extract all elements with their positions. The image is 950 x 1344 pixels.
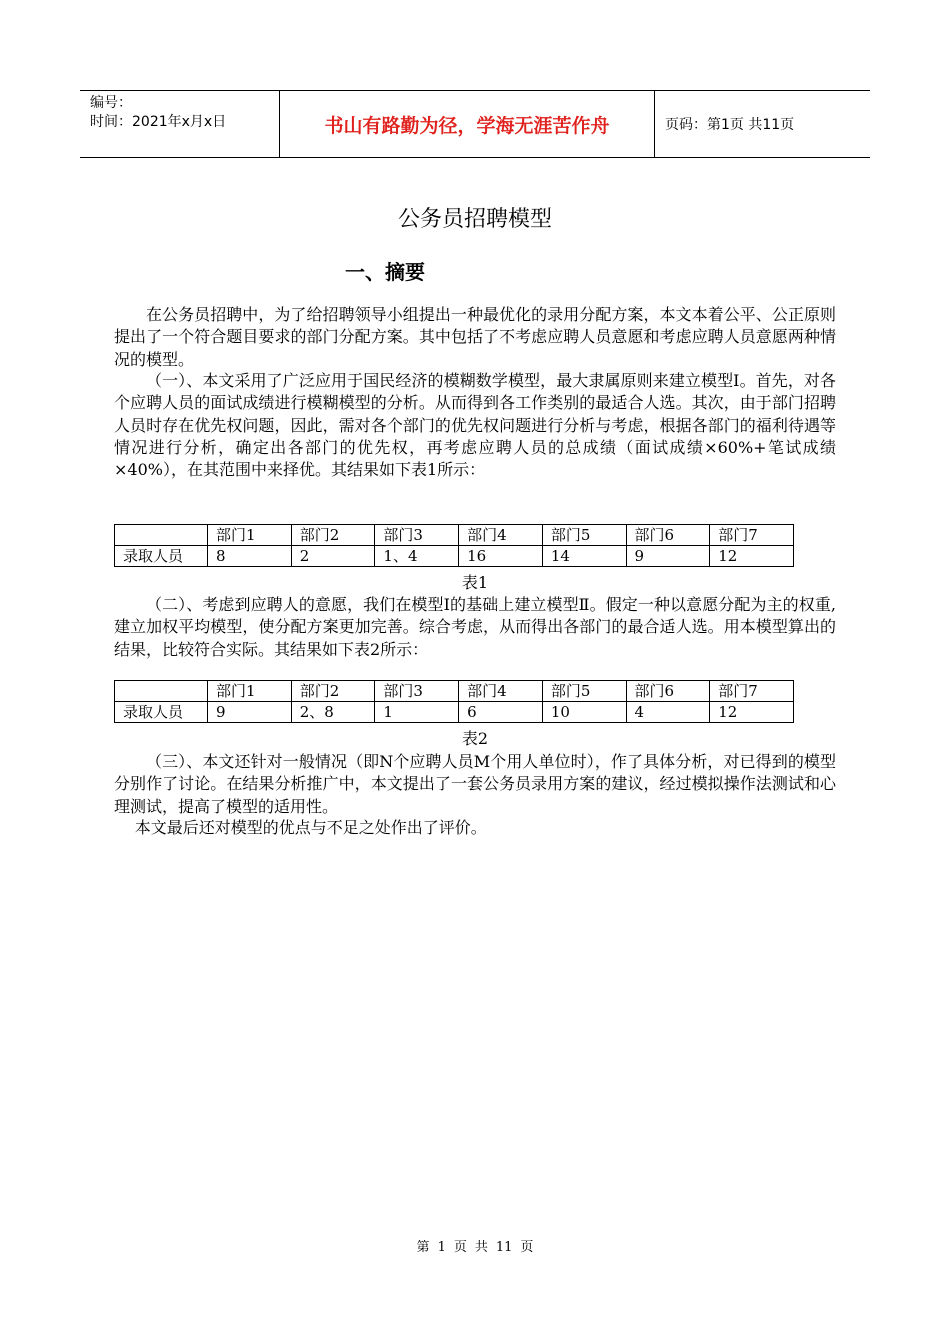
footer-part: 第 [416,1240,430,1255]
table-cell: 部门3 [375,681,459,702]
section-heading: 一、摘要 [345,260,425,284]
table-cell: 录取人员 [115,546,208,567]
header-meta [80,91,280,157]
paragraph-model-1: （一）、本文采用了广泛应用于国民经济的模糊数学模型，最大隶属原则来建立模型Ⅰ。首先，对各个应聘人员的面试成绩进行模糊模型的分析。从而得到各工作类别的最适合人选。其次，由于部门招聘人员时存在优先权问题，因此，需对各个部门的优先权问题进行分析与考虑，根据各部门的福利待遇等情况进行分析，确定出各部门的优先权，再考虑应聘人员的总成绩（面试成绩×60%+笔试成绩×40%），在其范围中来择优。其结果如下表1所示： [114,371,836,480]
paragraph-general-case: （三）、本文还针对一般情况（即N个应聘人员M个用人单位时），作了具体分析，对已得到的模型分别作了讨论。在结果分析推广中，本文提出了一套公务员录用方案的建议，经过模拟操作法测试和心理测试，提高了模型的适用性。 [114,752,836,816]
table-cell: 2 [291,546,375,567]
page-header [80,90,870,158]
table-cell: 9 [626,546,710,567]
table-cell: 部门5 [542,525,626,546]
table-cell: 部门4 [459,681,543,702]
footer-part: 共 [474,1240,488,1255]
header-date-label: 时间：2021年x月x日 [90,114,227,130]
table-cell: 部门7 [710,681,794,702]
table-cell: 部门1 [208,681,292,702]
table-cell: 部门2 [291,681,375,702]
footer-current-page: 1 [437,1240,446,1255]
table-cell: 4 [626,702,710,723]
header-page-info: 页码：第1页 共11页 [665,117,795,133]
paragraph-model-2: （二）、考虑到应聘人的意愿，我们在模型Ⅰ的基础上建立模型Ⅱ。假定一种以意愿分配为主的权重,建立加权平均模型，使分配方案更加完善。综合考虑，从而得出各部门的最合适人选。用本模型算出的结果，比较符合实际。其结果如下表2所示： [114,595,836,659]
header-motto: 书山有路勤为径，学海无涯苦作舟 [280,91,655,157]
table-cell [115,681,208,702]
table-1-data-row [115,546,794,567]
table-cell: 12 [710,546,794,567]
table-cell: 10 [542,702,626,723]
footer-part: 页 [520,1240,534,1255]
document-title: 公务员招聘模型 [397,207,552,232]
table-cell: 6 [459,702,543,723]
paragraph-intro: 在公务员招聘中，为了给招聘领导小组提出一种最优化的录用分配方案，本文本着公平、公正原则提出了一个符合题目要求的部门分配方案。其中包括了不考虑应聘人员意愿和考虑应聘人员意愿两种情况的模型。 [114,305,836,369]
table-cell: 部门4 [459,525,543,546]
table-cell: 部门6 [626,525,710,546]
page-footer [0,1236,950,1255]
table-cell: 部门6 [626,681,710,702]
table-cell: 14 [542,546,626,567]
paragraph-evaluation: 本文最后还对模型的优点与不足之处作出了评价。 [134,818,487,837]
table-1-header-row [115,525,794,546]
table-1 [114,524,794,567]
footer-part: 页 [453,1240,467,1255]
table-cell: 8 [208,546,292,567]
table-cell: 1 [375,702,459,723]
table-cell: 9 [208,702,292,723]
table-cell: 部门2 [291,525,375,546]
footer-total-pages: 11 [495,1240,513,1255]
table-2-caption: 表2 [461,729,489,748]
table-cell: 部门5 [542,681,626,702]
table-cell: 1、4 [375,546,459,567]
table-2 [114,680,794,723]
table-cell: 部门7 [710,525,794,546]
table-cell: 录取人员 [115,702,208,723]
table-cell: 16 [459,546,543,567]
table-1-caption: 表1 [461,573,489,592]
table-cell: 部门1 [208,525,292,546]
table-2-data-row [115,702,794,723]
table-cell [115,525,208,546]
table-cell: 12 [710,702,794,723]
table-cell: 2、8 [291,702,375,723]
table-2-header-row [115,681,794,702]
header-number-label: 编号： [90,95,132,111]
table-cell: 部门3 [375,525,459,546]
